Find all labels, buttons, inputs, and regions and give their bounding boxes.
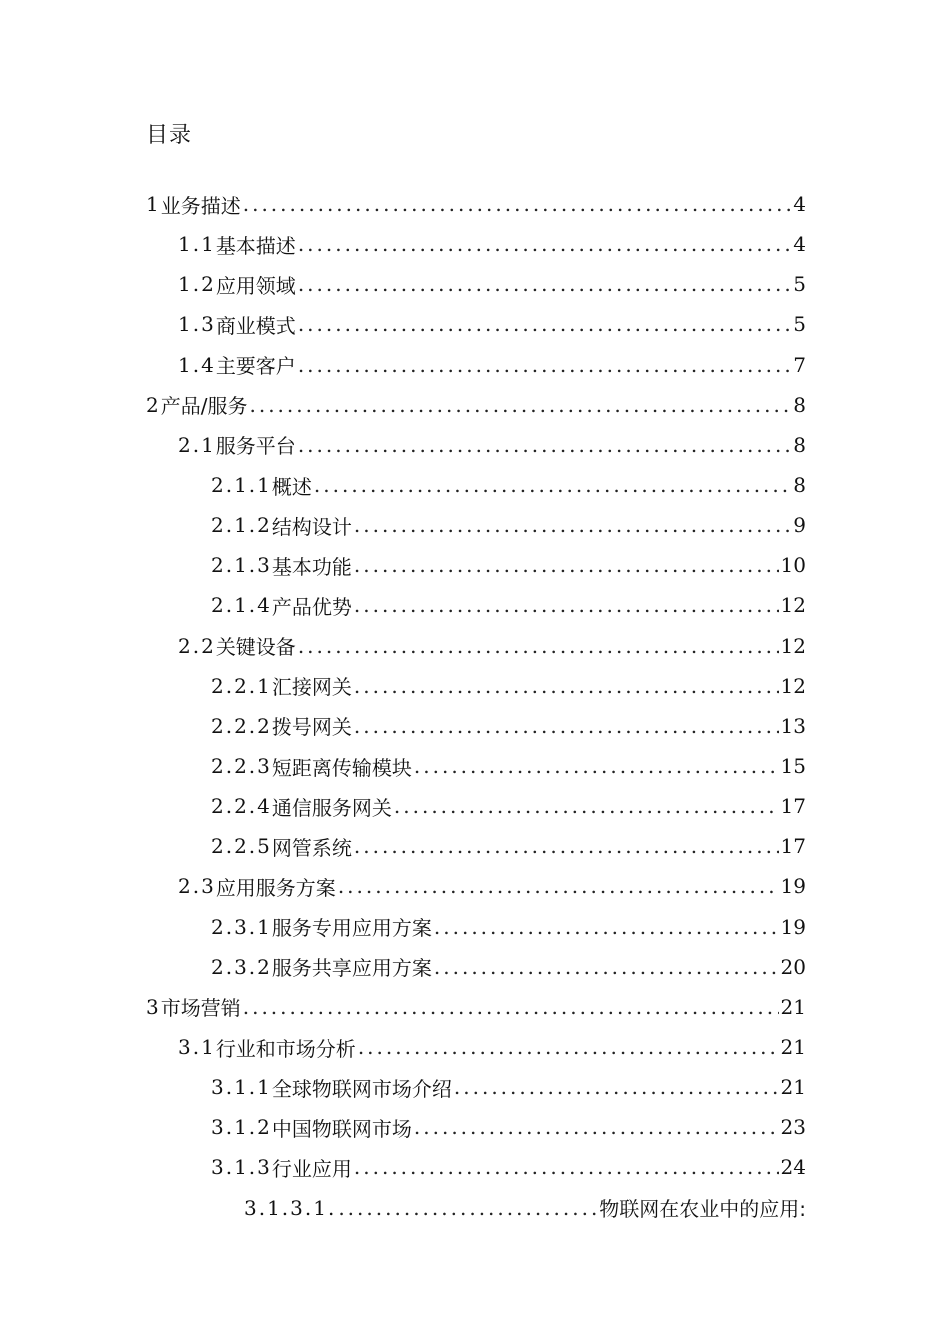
toc-entry-label: 产品优势 [271, 594, 352, 619]
toc-entry-number: 2 [146, 392, 161, 417]
toc-entry-number: 3.1 [178, 1035, 216, 1060]
toc-entry[interactable] [0, 184, 806, 224]
toc-entry-page: 17 [780, 794, 806, 819]
toc-entry-page: 4 [793, 192, 806, 217]
toc-entry-number: 2.3 [178, 874, 216, 899]
toc-entry-label: 汇接网关 [271, 675, 352, 700]
toc-entry-page: 5 [793, 272, 806, 297]
toc-entry[interactable] [0, 826, 806, 866]
toc-entry-number: 2.2.3 [211, 754, 272, 779]
toc-entry-number: 2.2.2 [211, 713, 272, 738]
toc-entry[interactable] [0, 264, 806, 304]
toc-entry-number: 3.1.3 [211, 1155, 272, 1180]
toc-dot-leader [414, 754, 779, 778]
toc-dot-leader [414, 1115, 779, 1139]
toc-dot-leader [243, 192, 792, 216]
toc-entry[interactable] [0, 385, 806, 425]
toc-entry[interactable] [0, 1147, 806, 1187]
toc-entry-number: 2.2.4 [211, 794, 272, 819]
toc-dot-leader [354, 674, 779, 698]
toc-entry-label: 关键设备 [215, 635, 296, 660]
toc-dot-leader [434, 955, 779, 979]
toc-entry-label: 应用领域 [215, 273, 296, 298]
toc-entry[interactable] [0, 666, 806, 706]
toc-entry[interactable] [0, 1188, 806, 1228]
toc-entry-page: 21 [780, 994, 806, 1019]
toc-entry[interactable] [0, 786, 806, 826]
toc-dot-leader [394, 794, 779, 818]
toc-dot-leader [298, 232, 791, 256]
toc-entry-page: 17 [780, 834, 806, 859]
toc-dot-leader [354, 513, 791, 537]
toc-entry-number: 2.3.2 [211, 954, 272, 979]
toc-entry[interactable] [0, 1067, 806, 1107]
toc-dot-leader [314, 473, 791, 497]
toc-entry-page: 20 [780, 954, 806, 979]
toc-entry-page: 7 [793, 352, 806, 377]
toc-entry-page: 8 [793, 392, 806, 417]
toc-entry[interactable] [0, 746, 806, 786]
toc-dot-leader [434, 915, 779, 939]
toc-dot-leader [354, 1155, 779, 1179]
toc-entry-page: 9 [793, 513, 806, 538]
toc-entry[interactable] [0, 706, 806, 746]
toc-entry-label: 业务描述 [160, 193, 241, 218]
toc-entry-label: 服务平台 [215, 434, 296, 459]
toc-dot-leader [354, 714, 779, 738]
toc-entry-label: 结构设计 [271, 514, 352, 539]
toc-dot-leader [338, 1196, 597, 1220]
toc-entry-page: 10 [780, 553, 806, 578]
toc-entry-label: 主要客户 [215, 354, 296, 379]
toc-entry-label: 基本描述 [215, 233, 296, 258]
toc-entry-label: 概述 [271, 474, 312, 499]
toc-entry-number: 3.1.1 [211, 1075, 272, 1100]
toc-dot-leader [243, 995, 779, 1019]
toc-entry-number: 2.1.2 [211, 513, 272, 538]
toc-entry[interactable] [0, 304, 806, 344]
toc-dot-leader [298, 312, 791, 336]
toc-entry-page: 12 [780, 593, 806, 618]
toc-entry-label: 应用服务方案 [215, 875, 336, 900]
toc-dot-leader [298, 353, 791, 377]
toc-entry[interactable] [0, 545, 806, 585]
toc-entry-label: 短距离传输模块 [271, 755, 412, 780]
toc-title: 目录 [146, 123, 193, 148]
toc-entry-number: 2.1.3 [211, 553, 272, 578]
toc-entry-page: 19 [780, 914, 806, 939]
toc-entry-page: 19 [780, 874, 806, 899]
toc-entry-number: 1.4 [178, 352, 216, 377]
toc-dot-leader [454, 1075, 779, 1099]
toc-dot-leader [298, 433, 791, 457]
toc-dot-leader [354, 553, 779, 577]
toc-entry[interactable] [0, 907, 806, 947]
toc-entry-number: 2.1.4 [211, 593, 272, 618]
toc-entry-number: 3.1.3.1. [244, 1195, 337, 1220]
toc-entry-label: 中国物联网市场 [271, 1116, 412, 1141]
toc-entry-label: 通信服务网关 [271, 795, 392, 820]
toc-entry-number: 2.2 [178, 633, 216, 658]
toc-dot-leader [354, 593, 779, 617]
toc-entry-page: 24 [780, 1155, 806, 1180]
toc-entry-page: 5 [793, 312, 806, 337]
toc-entry-page: 23 [780, 1115, 806, 1140]
toc-entry-number: 3.1.2 [211, 1115, 272, 1140]
toc-entry[interactable] [0, 866, 806, 906]
toc-entry[interactable] [0, 505, 806, 545]
toc-entry-number: 2.2.5 [211, 834, 272, 859]
toc-entry-label: 物联网在农业中的应用: [599, 1197, 806, 1222]
toc-entry[interactable] [0, 1027, 806, 1067]
toc-entry-page: 13 [780, 713, 806, 738]
toc-entry[interactable] [0, 465, 806, 505]
toc-entry-label: 服务专用应用方案 [271, 916, 432, 941]
toc-dot-leader [338, 874, 779, 898]
toc-entry[interactable] [0, 1107, 806, 1147]
toc-dot-leader [354, 834, 779, 858]
toc-entry-number: 1 [146, 192, 161, 217]
toc-entry-label: 拨号网关 [271, 715, 352, 740]
toc-entry-label: 市场营销 [160, 996, 241, 1021]
toc-entry-label: 商业模式 [215, 313, 296, 338]
toc-entry-number: 1.3 [178, 312, 216, 337]
toc-entry-page: 8 [793, 473, 806, 498]
toc-dot-leader [358, 1035, 779, 1059]
toc-entry-label: 基本功能 [271, 554, 352, 579]
toc-entry[interactable] [0, 626, 806, 666]
toc-entry-label: 行业应用 [271, 1156, 352, 1181]
toc-dot-leader [298, 272, 791, 296]
toc-entry-label: 行业和市场分析 [215, 1036, 356, 1061]
toc-entry-number: 2.2.1 [211, 673, 272, 698]
toc-entry[interactable] [0, 224, 806, 264]
toc-entry-label: 网管系统 [271, 835, 352, 860]
toc-entry-label: 产品/服务 [160, 394, 248, 419]
toc-dot-leader [298, 634, 779, 658]
toc-entry-page: 12 [780, 673, 806, 698]
toc-entry-page: 21 [780, 1035, 806, 1060]
toc-entry-page: 21 [780, 1075, 806, 1100]
toc-dot-leader [249, 393, 791, 417]
toc-entry-number: 3 [146, 994, 161, 1019]
toc-entry-number: 1.1 [178, 232, 216, 257]
toc-entry-number: 2.3.1 [211, 914, 272, 939]
toc-entry[interactable] [0, 585, 806, 625]
toc-entry-page: 12 [780, 633, 806, 658]
toc-entry[interactable] [0, 987, 806, 1027]
toc-entry[interactable] [0, 947, 806, 987]
toc-entry-page: 4 [793, 232, 806, 257]
toc-entry-number: 1.2 [178, 272, 216, 297]
toc-entry-number: 2.1 [178, 432, 216, 457]
toc-entry-label: 服务共享应用方案 [271, 956, 432, 981]
toc-entry[interactable] [0, 345, 806, 385]
toc-entry-page: 8 [793, 432, 806, 457]
toc-entry-number: 2.1.1 [211, 473, 272, 498]
toc-entry-label: 全球物联网市场介绍 [271, 1076, 452, 1101]
table-of-contents [0, 184, 950, 1228]
toc-entry[interactable] [0, 425, 806, 465]
toc-entry-page: 15 [780, 754, 806, 779]
